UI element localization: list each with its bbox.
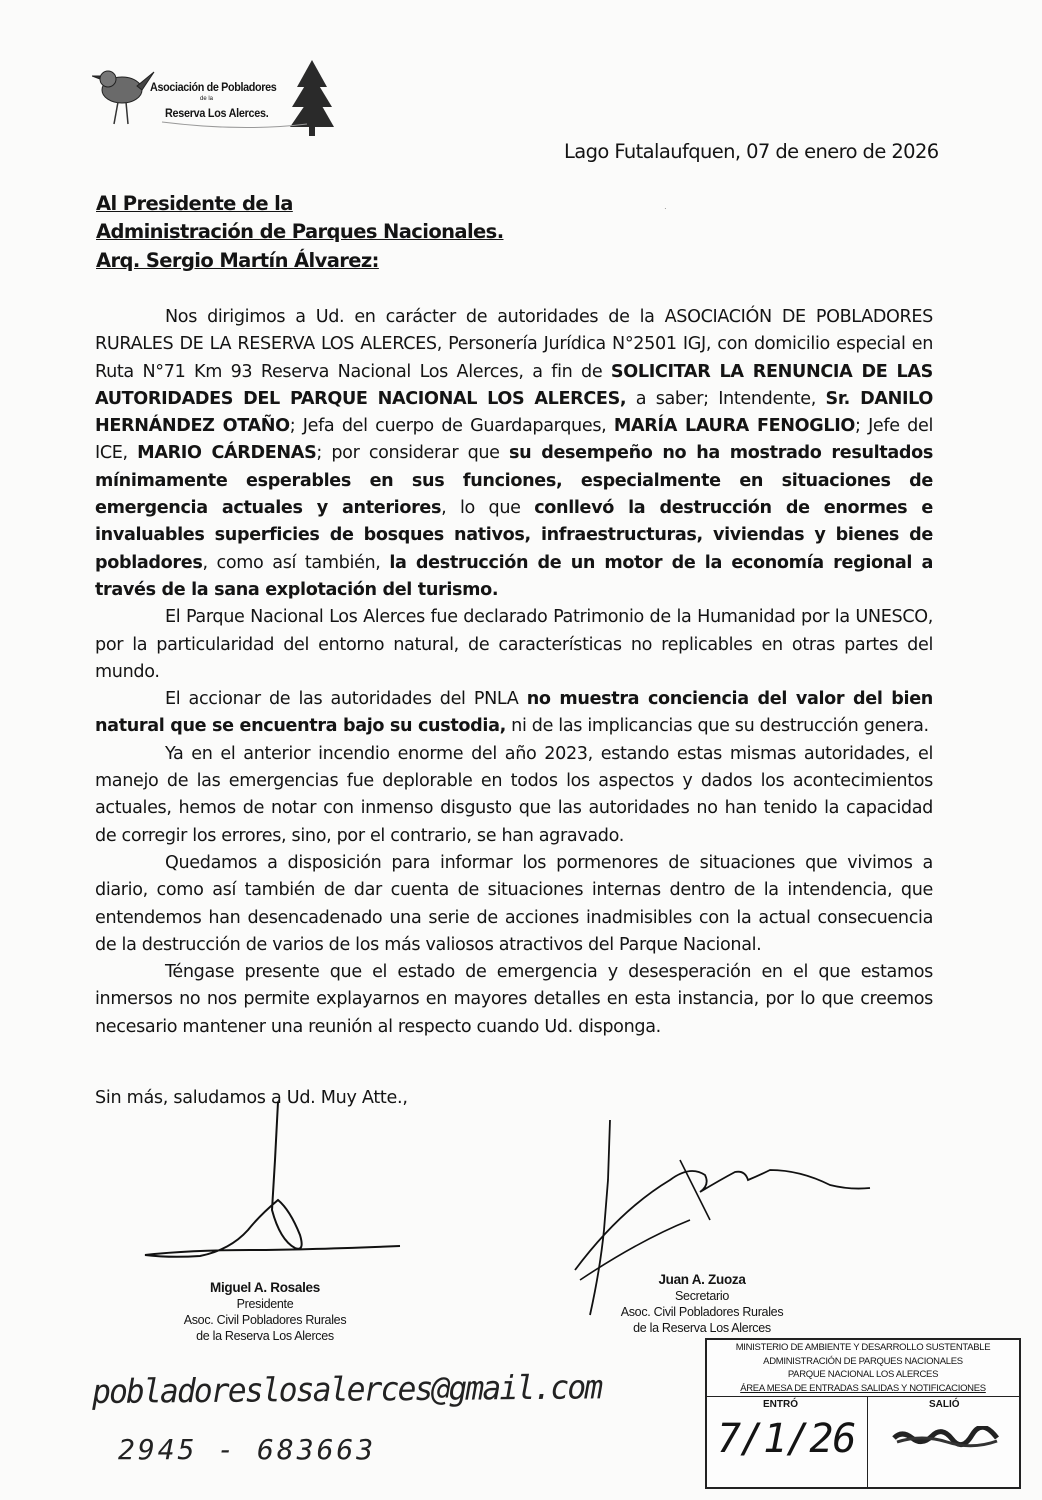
association-logo	[92, 52, 337, 140]
addressee-line3: Arq. Sergio Martín Álvarez:	[96, 249, 379, 272]
signatory-2-org2: de la Reserva Los Alerces	[633, 1321, 771, 1335]
paragraph-2: El Parque Nacional Los Alerces fue declarado Patrimonio de la Humanidad por la UNESCO, por la particularidad del entorno natural, de características no replicables en otras partes del mundo.	[95, 607, 933, 682]
stamp-column-divider	[867, 1396, 868, 1487]
p3-bold: no muestra conciencia del valor del bien natural que se encuentra bajo su custodia,	[95, 689, 933, 737]
addressee-line2: Administración de Parques Nacionales.	[96, 220, 504, 243]
signatory-1	[160, 1280, 370, 1344]
p1-bold: SOLICITAR LA RENUNCIA DE LAS AUTORIDADES DEL PARQUE NACIONAL LOS ALERCES,	[95, 361, 933, 409]
signature-rosales	[130, 1100, 410, 1280]
signatory-1-org1: Asoc. Civil Pobladores Rurales	[183, 1313, 347, 1327]
p1-text: a saber; Intendente,	[626, 388, 826, 409]
signatory-1-role: Presidente	[236, 1297, 294, 1311]
signatory-1-name: Miguel A. Rosales	[210, 1280, 320, 1295]
stamp-line2: ADMINISTRACIÓN DE PARQUES NACIONALES	[763, 1356, 963, 1367]
stamp-divider	[707, 1396, 1019, 1397]
scan-speck: ·	[664, 204, 667, 213]
closing-salutation: Sin más, saludamos a Ud. Muy Atte.,	[95, 1088, 408, 1108]
stamp-smudge	[892, 1426, 1002, 1448]
paragraph-4: Ya en el anterior incendio enorme del año 2023, estando estas mismas autoridades, el manejo de las emergencias fue deplorable en todos los aspectos y dados los acontecimientos actuales, hemos de notar con inmenso disgusto que las autoridades no han tenido la capacidad de corregir los errores, sino, por el contrario, se han agravado.	[95, 743, 933, 846]
p1-text: ; Jefe del ICE,	[95, 416, 934, 464]
stamp-salio-label: SALIÓ	[929, 1399, 960, 1410]
stamp-line1: MINISTERIO DE AMBIENTE Y DESARROLLO SUSTENTABLE	[735, 1342, 991, 1353]
p1-text: Nos dirigimos a Ud. en carácter de autoridades de la ASOCIACIÓN DE POBLADORES RURALES DE LA RESERVA LOS ALERCES, Personería Jurídica N°2501 IGJ, con domicilio especial en Ruta N°71 Km 93 Reserva Nacional Los Alerces, a fin de	[95, 307, 933, 382]
p1-bold: la destrucción de un motor de la economía regional a través de la sana explotación del turismo.	[95, 552, 933, 600]
handwritten-email: pobladoreslosalerces@gmail.com	[91, 1367, 602, 1411]
p1-bold: su desempeño no ha mostrado resultados mínimamente esperables en sus funciones, especialmente en situaciones de emergencia actuales y anteriores	[95, 443, 933, 519]
stamp-line3: PARQUE NACIONAL LOS ALERCES	[787, 1369, 939, 1380]
signatory-2	[612, 1272, 792, 1336]
bird-icon	[92, 71, 154, 124]
p1-text: ; por considerar que	[316, 443, 510, 464]
handwritten-phone: 2945 - 683663	[118, 1433, 377, 1466]
p3-text: ni de las implicancias que su destrucción genera.	[505, 716, 929, 737]
p1-bold: conllevó la destrucción de enormes e invaluables superficies de bosques nativos, infraestructuras, viviendas y bienes de pobladores	[95, 498, 933, 573]
p1-text: ; Jefa del cuerpo de Guardaparques,	[289, 416, 614, 437]
p1-bold: MARIO CÁRDENAS	[137, 443, 317, 464]
stamp-line4: ÁREA MESA DE ENTRADAS SALIDAS Y NOTIFICACIONES	[740, 1383, 986, 1394]
letter-body	[95, 304, 933, 1041]
logo-text-line1: Asociación de Pobladores	[150, 80, 277, 94]
p1-bold: Sr. DANILO HERNÁNDEZ OTAÑO	[95, 388, 933, 437]
tree-icon	[290, 60, 334, 136]
p1-bold: MARÍA LAURA FENOGLIO	[613, 416, 856, 437]
p3-text: El accionar de las autoridades del PNLA	[165, 689, 527, 710]
signatory-1-org2: de la Reserva Los Alerces	[196, 1329, 334, 1343]
p1-text: , lo que	[441, 498, 535, 519]
logo-text-line3: Reserva Los Alerces.	[165, 106, 269, 120]
paragraph-3	[95, 686, 933, 741]
paragraph-6: Téngase presente que el estado de emergencia y desesperación en el que estamos inmersos no nos permite explayarnos en mayores detalles en esta instancia, por lo que creemos necesario mantener una reunión al respecto cuando Ud. disponga.	[95, 962, 933, 1037]
addressee-line1: Al Presidente de la	[96, 192, 293, 215]
reception-stamp	[705, 1338, 1021, 1489]
signatory-2-name: Juan A. Zuoza	[658, 1272, 746, 1287]
paragraph-1	[95, 304, 933, 604]
letter-date: Lago Futalaufquen, 07 de enero de 2026	[564, 140, 939, 163]
stamp-entro-date: 7/1/26	[717, 1416, 856, 1462]
p1-text: , como así también,	[202, 552, 390, 573]
logo-text-line2: de la	[200, 96, 214, 102]
stamp-entro-label: ENTRÓ	[763, 1399, 798, 1410]
signatory-2-role: Secretario	[675, 1289, 729, 1303]
paragraph-5: Quedamos a disposición para informar los pormenores de situaciones que vivimos a diario, como así también de dar cuenta de situaciones internas dentro de la intendencia, que entendemos han desencadenado una serie de acciones inadmisibles con la actual consecuencia de la destrucción de varios de los más valiosos atractivos del Parque Nacional.	[95, 852, 933, 955]
signatory-2-org1: Asoc. Civil Pobladores Rurales	[620, 1305, 784, 1319]
